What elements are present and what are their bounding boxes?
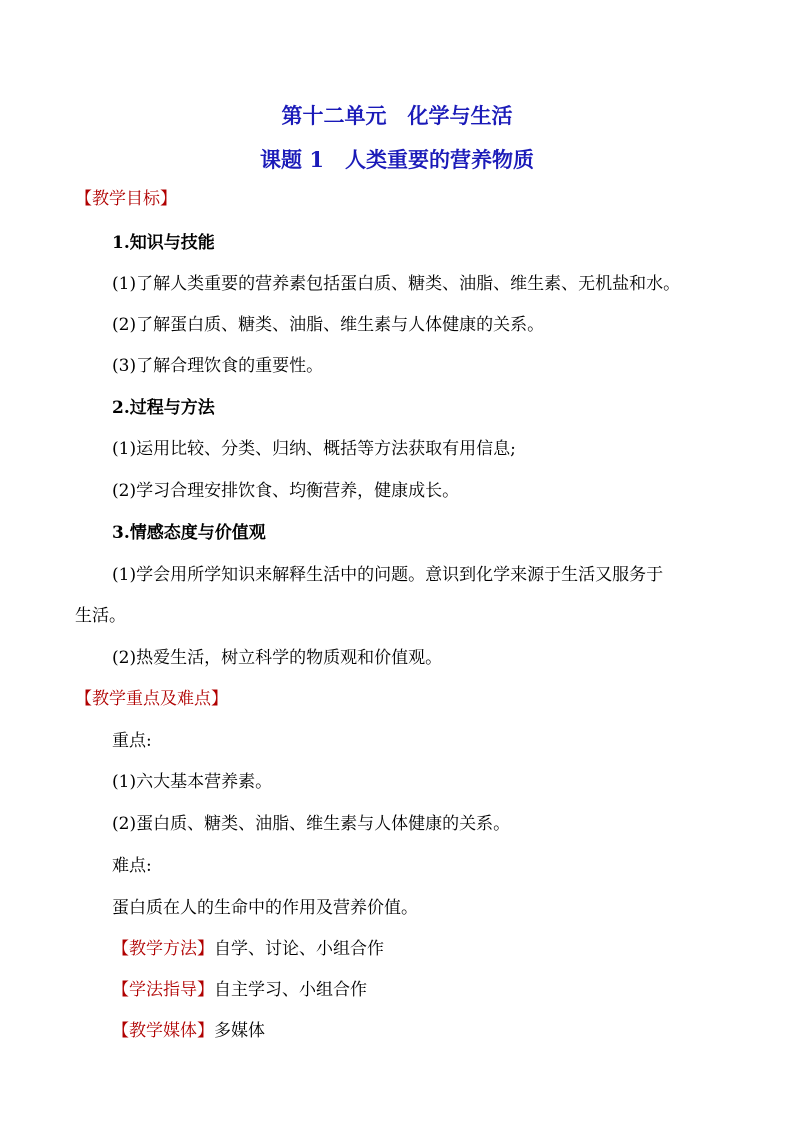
unit-title: 第十二单元 化学与生活 [281, 103, 513, 128]
study-guide-value: 自主学习、小组合作 [214, 980, 367, 1000]
section-attitude-heading: 3.情感态度与价值观 [112, 523, 266, 543]
attitude-item-1-line-1: (1)学会用所学知识来解释生活中的问题。意识到化学来源于生活又服务于 [112, 565, 664, 585]
study-guide-tag: 【学法指导】 [112, 980, 214, 1000]
difficulty-label: 难点: [112, 856, 152, 876]
process-item-1: (1)运用比较、分类、归纳、概括等方法获取有用信息; [112, 439, 516, 459]
knowledge-item-3: (3)了解合理饮食的重要性。 [112, 356, 324, 376]
attitude-item-2: (2)热爱生活，树立科学的物质观和价值观。 [112, 648, 443, 668]
teaching-media-value: 多媒体 [214, 1021, 265, 1041]
knowledge-item-2: (2)了解蛋白质、糖类、油脂、维生素与人体健康的关系。 [112, 315, 545, 335]
teaching-method-value: 自学、讨论、小组合作 [214, 939, 384, 959]
teaching-method-tag: 【教学方法】 [112, 939, 214, 959]
difficulty-text: 蛋白质在人的生命中的作用及营养价值。 [112, 898, 418, 918]
key-difficulty-heading: 【教学重点及难点】 [75, 689, 228, 709]
teaching-media-tag: 【教学媒体】 [112, 1021, 214, 1041]
knowledge-item-1: (1)了解人类重要的营养素包括蛋白质、糖类、油脂、维生素、无机盐和水。 [112, 274, 681, 294]
teaching-method [112, 937, 384, 961]
section-knowledge-heading: 1.知识与技能 [112, 233, 215, 253]
process-item-2: (2)学习合理安排饮食、均衡营养，健康成长。 [112, 481, 460, 501]
goals-heading: 【教学目标】 [75, 189, 177, 209]
lesson-title: 课题 1 人类重要的营养物质 [260, 147, 534, 172]
study-guide [112, 978, 367, 1002]
section-process-heading: 2.过程与方法 [112, 398, 215, 418]
attitude-item-1-line-2: 生活。 [75, 606, 126, 626]
key-item-1: (1)六大基本营养素。 [112, 772, 273, 792]
teaching-media [112, 1019, 265, 1043]
key-item-2: (2)蛋白质、糖类、油脂、维生素与人体健康的关系。 [112, 814, 511, 834]
key-label: 重点: [112, 731, 152, 751]
